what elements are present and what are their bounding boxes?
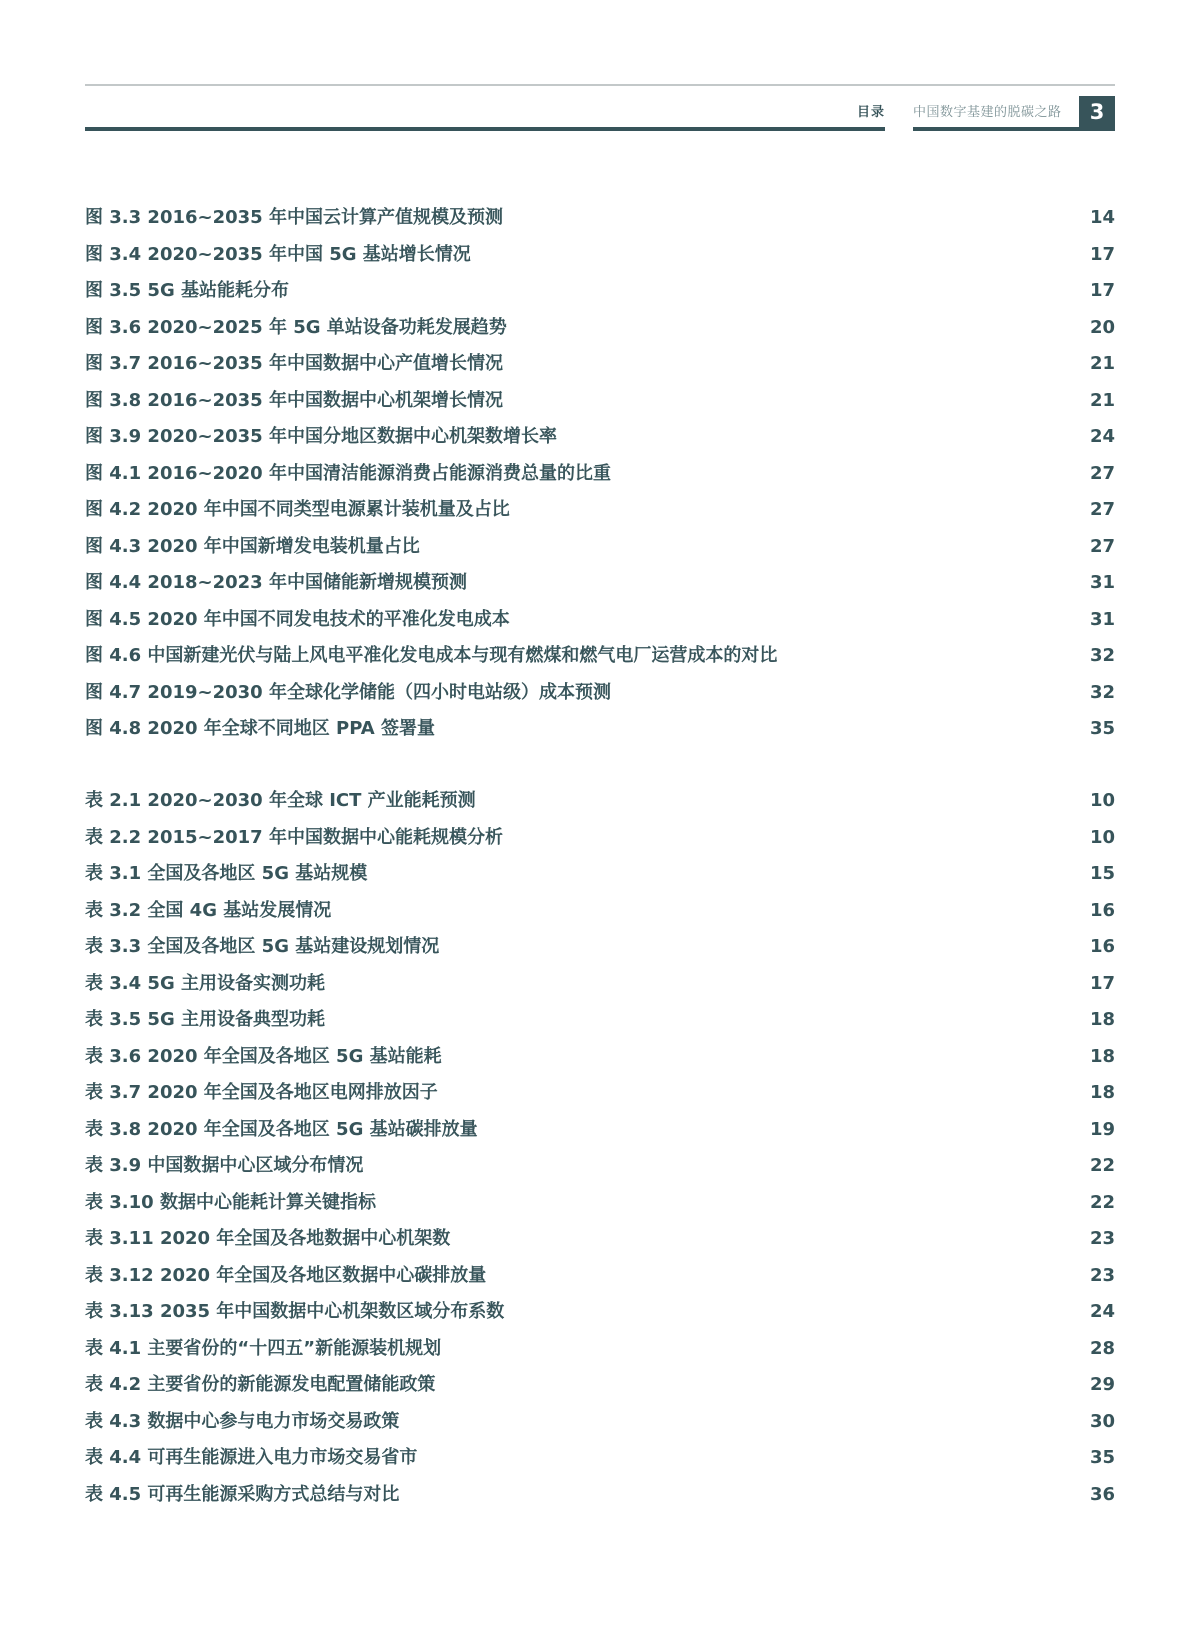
toc-entry-page[interactable]: 31 [1089, 572, 1115, 593]
toc-entry-title[interactable]: 图 4.4 2018~2023 年中国储能新增规模预测 [85, 572, 467, 593]
table-toc-entry[interactable] [85, 1185, 1115, 1222]
toc-entry-title[interactable]: 图 3.6 2020~2025 年 5G 单站设备功耗发展趋势 [85, 316, 507, 338]
toc-entry-title[interactable]: 表 3.1 全国及各地区 5G 基站规模 [85, 863, 368, 884]
figure-toc-entry[interactable] [85, 419, 1115, 456]
toc-entry-title[interactable]: 表 4.3 数据中心参与电力市场交易政策 [85, 1410, 400, 1432]
figures-list [85, 200, 1115, 748]
table-toc-entry[interactable] [85, 1112, 1115, 1149]
table-toc-entry[interactable] [85, 1477, 1115, 1514]
toc-entry-title[interactable]: 图 4.6 中国新建光伏与陆上风电平准化发电成本与现有燃煤和燃气电厂运营成本的对比 [85, 645, 778, 666]
toc-entry-page[interactable]: 27 [1089, 462, 1115, 484]
toc-entry-title[interactable]: 表 3.3 全国及各地区 5G 基站建设规划情况 [85, 936, 440, 957]
toc-entry-title[interactable]: 图 3.5 5G 基站能耗分布 [85, 280, 289, 301]
toc-entry-page[interactable]: 21 [1089, 389, 1115, 411]
toc-entry-page[interactable]: 24 [1089, 426, 1115, 447]
table-toc-entry[interactable] [85, 856, 1115, 893]
table-toc-entry[interactable] [85, 1294, 1115, 1331]
toc-label: 目录 [856, 105, 885, 120]
figure-toc-entry[interactable] [85, 711, 1115, 748]
table-toc-entry[interactable] [85, 1039, 1115, 1076]
figure-toc-entry[interactable] [85, 273, 1115, 310]
figure-toc-entry[interactable] [85, 456, 1115, 493]
tables-list [85, 783, 1115, 1513]
figure-toc-entry[interactable] [85, 200, 1115, 237]
toc-entry-page[interactable]: 35 [1089, 718, 1115, 739]
toc-entry-title[interactable]: 表 3.13 2035 年中国数据中心机架数区域分布系数 [85, 1301, 505, 1322]
header-rule-right [913, 127, 1115, 131]
top-rule [85, 84, 1115, 86]
toc-entry-title[interactable]: 图 3.9 2020~2035 年中国分地区数据中心机架数增长率 [85, 426, 557, 447]
figure-toc-entry[interactable] [85, 383, 1115, 420]
toc-entry-title[interactable]: 图 4.3 2020 年中国新增发电装机量占比 [85, 535, 420, 557]
toc-entry-page[interactable]: 18 [1089, 1045, 1115, 1067]
document-title: 中国数字基建的脱碳之路 [913, 105, 1062, 120]
table-toc-entry[interactable] [85, 1331, 1115, 1368]
toc-entry-page[interactable]: 17 [1089, 280, 1115, 301]
toc-entry-page[interactable]: 18 [1089, 1009, 1115, 1030]
toc-entry-title[interactable]: 表 3.11 2020 年全国及各地数据中心机架数 [85, 1228, 451, 1249]
toc-entry-title[interactable]: 表 3.6 2020 年全国及各地区 5G 基站能耗 [85, 1045, 442, 1067]
toc-entry-title[interactable]: 表 4.5 可再生能源采购方式总结与对比 [85, 1483, 400, 1505]
figure-toc-entry[interactable] [85, 492, 1115, 529]
toc-entry-title[interactable]: 图 3.3 2016~2035 年中国云计算产值规模及预测 [85, 207, 503, 228]
table-toc-entry[interactable] [85, 1367, 1115, 1404]
table-toc-entry[interactable] [85, 1148, 1115, 1185]
toc-entry-title[interactable]: 表 3.7 2020 年全国及各地区电网排放因子 [85, 1082, 438, 1103]
page-number-badge: 3 [1079, 96, 1115, 128]
toc-entry-page[interactable]: 23 [1089, 1228, 1115, 1249]
table-toc-entry[interactable] [85, 1440, 1115, 1477]
toc-entry-title[interactable]: 表 2.2 2015~2017 年中国数据中心能耗规模分析 [85, 826, 503, 848]
table-toc-entry[interactable] [85, 966, 1115, 1003]
header-rule-left [85, 127, 885, 131]
toc-entry-title[interactable]: 表 3.5 5G 主用设备典型功耗 [85, 1009, 325, 1030]
toc-entry-title[interactable]: 图 4.8 2020 年全球不同地区 PPA 签署量 [85, 718, 435, 739]
toc-entry-title[interactable]: 表 4.4 可再生能源进入电力市场交易省市 [85, 1447, 418, 1468]
toc-entry-title[interactable]: 表 4.2 主要省份的新能源发电配置储能政策 [85, 1374, 436, 1395]
toc-entry-title[interactable]: 图 4.1 2016~2020 年中国清洁能源消费占能源消费总量的比重 [85, 462, 611, 484]
toc-entry-title[interactable]: 表 2.1 2020~2030 年全球 ICT 产业能耗预测 [85, 790, 476, 811]
toc-entry-title[interactable]: 图 4.2 2020 年中国不同类型电源累计装机量及占比 [85, 499, 510, 520]
figure-toc-entry[interactable] [85, 237, 1115, 274]
toc-entry-page[interactable]: 32 [1089, 681, 1115, 703]
toc-entry-page[interactable]: 10 [1089, 790, 1115, 811]
toc-entry-title[interactable]: 图 3.8 2016~2035 年中国数据中心机架增长情况 [85, 389, 503, 411]
toc-entry-title[interactable]: 图 4.7 2019~2030 年全球化学储能（四小时电站级）成本预测 [85, 681, 611, 703]
figure-toc-entry[interactable] [85, 310, 1115, 347]
table-toc-entry[interactable] [85, 893, 1115, 930]
toc-entry-page[interactable]: 23 [1089, 1264, 1115, 1286]
toc-entry-page[interactable]: 22 [1089, 1191, 1115, 1213]
toc-entry-title[interactable]: 表 3.10 数据中心能耗计算关键指标 [85, 1191, 376, 1213]
toc-entry-title[interactable]: 表 3.4 5G 主用设备实测功耗 [85, 972, 325, 994]
toc-entry-page[interactable]: 14 [1089, 207, 1115, 228]
figure-toc-entry[interactable] [85, 638, 1115, 675]
table-toc-entry[interactable] [85, 929, 1115, 966]
page-header [85, 96, 1115, 132]
toc-entry-page[interactable]: 27 [1089, 499, 1115, 520]
toc-entry-page[interactable]: 21 [1089, 353, 1115, 374]
toc-entry-page[interactable]: 10 [1089, 826, 1115, 848]
toc-entry-title[interactable]: 图 3.4 2020~2035 年中国 5G 基站增长情况 [85, 243, 471, 265]
table-toc-entry[interactable] [85, 1221, 1115, 1258]
toc-entry-page[interactable]: 30 [1089, 1410, 1115, 1432]
toc-entry-title[interactable]: 表 3.8 2020 年全国及各地区 5G 基站碳排放量 [85, 1118, 478, 1140]
toc-entry-page[interactable]: 27 [1089, 535, 1115, 557]
toc-entry-page[interactable]: 17 [1089, 243, 1115, 265]
toc-entry-page[interactable]: 31 [1089, 608, 1115, 630]
toc-entry-page[interactable]: 16 [1089, 899, 1115, 921]
table-toc-entry[interactable] [85, 1075, 1115, 1112]
toc-entry-title[interactable]: 表 3.12 2020 年全国及各地区数据中心碳排放量 [85, 1264, 487, 1286]
table-toc-entry[interactable] [85, 1258, 1115, 1295]
figure-toc-entry[interactable] [85, 675, 1115, 712]
toc-entry-page[interactable]: 32 [1089, 645, 1115, 666]
toc-entry-page[interactable]: 22 [1089, 1155, 1115, 1176]
toc-entry-page[interactable]: 35 [1089, 1447, 1115, 1468]
figure-toc-entry[interactable] [85, 602, 1115, 639]
figure-toc-entry[interactable] [85, 346, 1115, 383]
toc-entry-title[interactable]: 图 3.7 2016~2035 年中国数据中心产值增长情况 [85, 353, 503, 374]
toc-entry-title[interactable]: 表 4.1 主要省份的“十四五”新能源装机规划 [85, 1337, 442, 1359]
figure-toc-entry[interactable] [85, 565, 1115, 602]
toc-entry-title[interactable]: 表 3.2 全国 4G 基站发展情况 [85, 899, 332, 921]
toc-entry-page[interactable]: 17 [1089, 972, 1115, 994]
figure-toc-entry[interactable] [85, 529, 1115, 566]
table-toc-entry[interactable] [85, 783, 1115, 820]
toc-entry-title[interactable]: 图 4.5 2020 年中国不同发电技术的平准化发电成本 [85, 608, 510, 630]
toc-entry-page[interactable]: 36 [1089, 1483, 1115, 1505]
toc-entry-page[interactable]: 18 [1089, 1082, 1115, 1103]
toc-entry-title[interactable]: 表 3.9 中国数据中心区域分布情况 [85, 1155, 364, 1176]
toc-entry-page[interactable]: 16 [1089, 936, 1115, 957]
toc-entry-page[interactable]: 29 [1089, 1374, 1115, 1395]
toc-entry-page[interactable]: 28 [1089, 1337, 1115, 1359]
table-toc-entry[interactable] [85, 1404, 1115, 1441]
table-toc-entry[interactable] [85, 820, 1115, 857]
toc-entry-page[interactable]: 20 [1089, 316, 1115, 338]
toc-entry-page[interactable]: 19 [1089, 1118, 1115, 1140]
toc-entry-page[interactable]: 24 [1089, 1301, 1115, 1322]
toc-entry-page[interactable]: 15 [1089, 863, 1115, 884]
table-toc-entry[interactable] [85, 1002, 1115, 1039]
